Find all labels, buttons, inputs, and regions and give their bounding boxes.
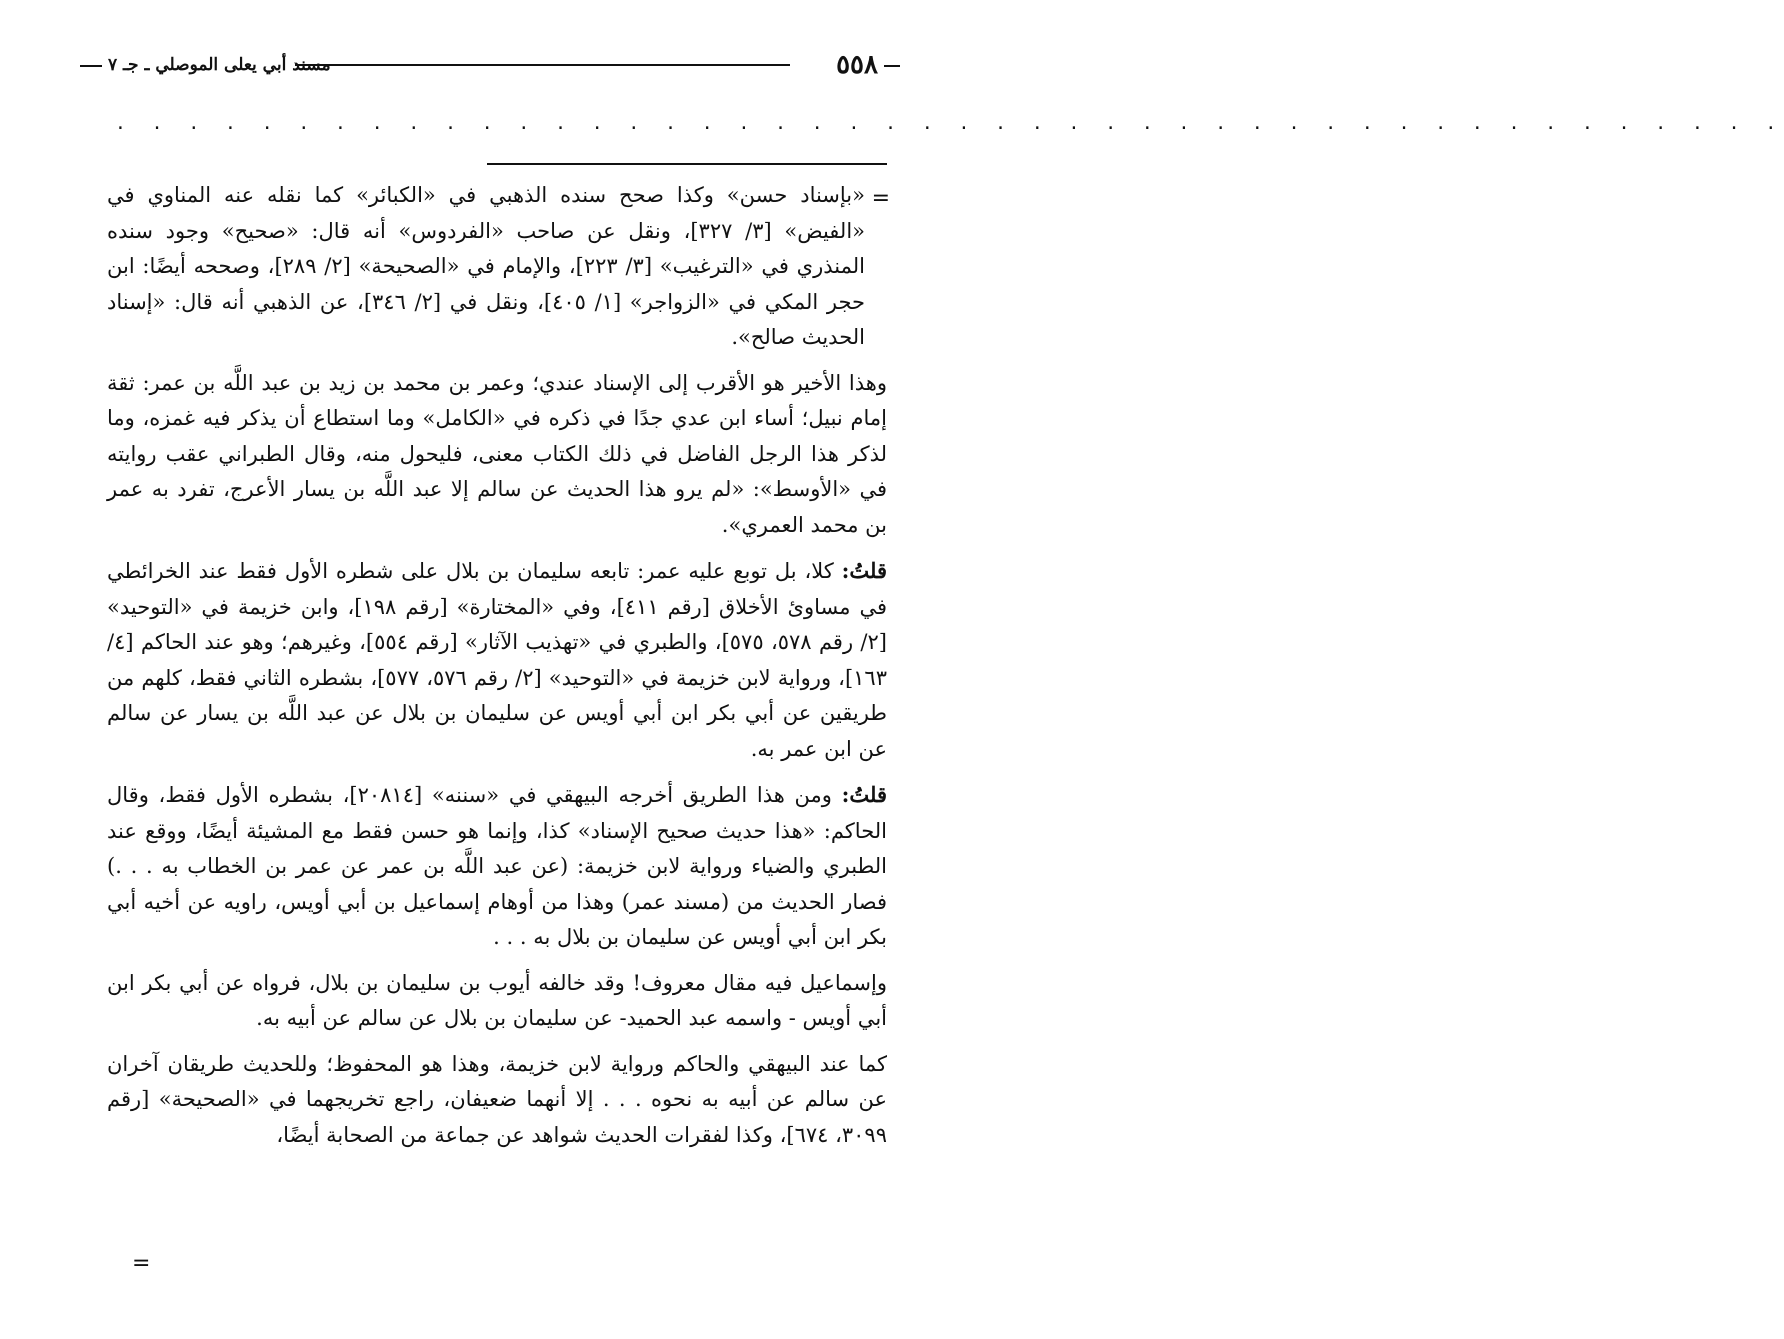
footnote-text: [107, 178, 887, 1163]
paragraph-6: كما عند البيهقي والحاكم ورواية لابن خزيمة، وهذا هو المحفوظ؛ وللحديث طريقان آخران عن سالم عن أبيه به نحوه . . . إلا أنهما ضعيفان، راجع تخريجهما في «الصحيحة» [رقم ٣٠٩٩، ٦٧٤]، وكذا لفقرات الحديث شواهد عن جماعة من الصحابة أيضًا،: [107, 1051, 887, 1147]
paragraph-4-body: ومن هذا الطريق أخرجه البيهقي في «سننه» [٢٠٨١٤]، بشطره الأول فقط، وقال الحاكم: «هذا حديث صحيح الإسناد» كذا، وإنما هو حسن فقط مع المشيئة أيضًا، ووقع عند الطبري والضياء ورواية لابن خزيمة: (عن عبد اللَّه بن عمر عن عمر بن الخطاب به . . .) فصار الحديث من (مسند عمر) وهذا من أوهام إسماعيل بن أبي أويس، راويه عن أخيه أبي بكر ابن أبي أويس عن سليمان بن بلال به . . .: [107, 783, 887, 949]
separator-dots: . . . . . . . . . . . . . . . . . . . . . . . . . . . . . . . . . . . . . . . . . . . . . .: [115, 113, 1784, 134]
paragraph-3: [107, 553, 887, 767]
paragraph-3-body: كلا، بل توبع عليه عمر: تابعه سليمان بن بلال على شطره الأول فقط عند الخرائطي في مساوئ الأخلاق [رقم ٤١١]، وفي «المختارة» [رقم ١٩٨]، وابن خزيمة في «التوحيد» [٢/ رقم ٥٧٨، ٥٧٥]، والطبري في «تهذيب الآثار» [رقم ٥٥٤]، وغيرهم؛ وهو عند الحاكم [٤/ ١٦٣]، ورواية لابن خزيمة في «التوحيد» [٢/ رقم ٥٧٦، ٥٧٧]، بشطره الثاني فقط، كلهم من طريقين عن أبي بكر ابن أبي أويس عن سليمان بن بلال عن عبد اللَّه بن يسار عن سالم عن ابن عمر به.: [107, 559, 887, 761]
page-number: ٥٥٨: [836, 48, 900, 82]
paragraph-1: «بإسناد حسن» وكذا صحح سنده الذهبي في «الكبائر» كما نقله عنه المناوي في «الفيض» [٣/ ٣٢٧]، ونقل عن صاحب «الفردوس» أنه قال: «صحيح» وجود سنده المنذري في «الترغيب» [٣/ ٢٢٣]، والإمام في «الصحيحة» [٢/ ٢٨٩]، وصححه أيضًا: ابن حجر المكي في «الزواجر» [١/ ٤٠٥]، ونقل في [٢/ ٣٤٦]، عن الذهبي أنه قال: «إسناد الحديث صالح».: [107, 183, 865, 349]
page-header: [80, 48, 900, 82]
paragraph-4-lead: قلتُ:: [841, 782, 887, 807]
footnote-rule: [487, 163, 887, 165]
running-title: مسند أبي يعلى الموصلي ـ جـ ٧: [80, 48, 331, 82]
paragraph-4: [107, 777, 887, 956]
paragraph-2: وهذا الأخير هو الأقرب إلى الإسناد عندي؛ وعمر بن محمد بن زيد بن عبد اللَّه بن عمر: ثقة إمام نبيل؛ أساء ابن عدي جدًا في ذكره في «الكامل» وما استطاع أن يذكر فيه غمزه، وما لذكر هذا الرجل الفاضل في ذلك الكتاب معنى، فليحول منه، وقال الطبراني عقب روايته في «الأوسط»: «لم يرو هذا الحديث عن سالم إلا عبد اللَّه بن يسار الأعرج، تفرد به عمر بن محمد العمري».: [107, 370, 887, 537]
paragraph-5: وإسماعيل فيه مقال معروف! وقد خالفه أيوب بن سليمان بن بلال، فرواه عن أبي بكر ابن أبي أويس - واسمه عبد الحميد- عن سليمان بن بلال عن سالم عن أبيه به.: [107, 970, 887, 1030]
continuation-marker: =: [871, 186, 890, 211]
paragraph-3-lead: قلتُ:: [841, 558, 887, 583]
header-rule: [295, 64, 790, 66]
end-marker: =: [132, 1251, 151, 1276]
